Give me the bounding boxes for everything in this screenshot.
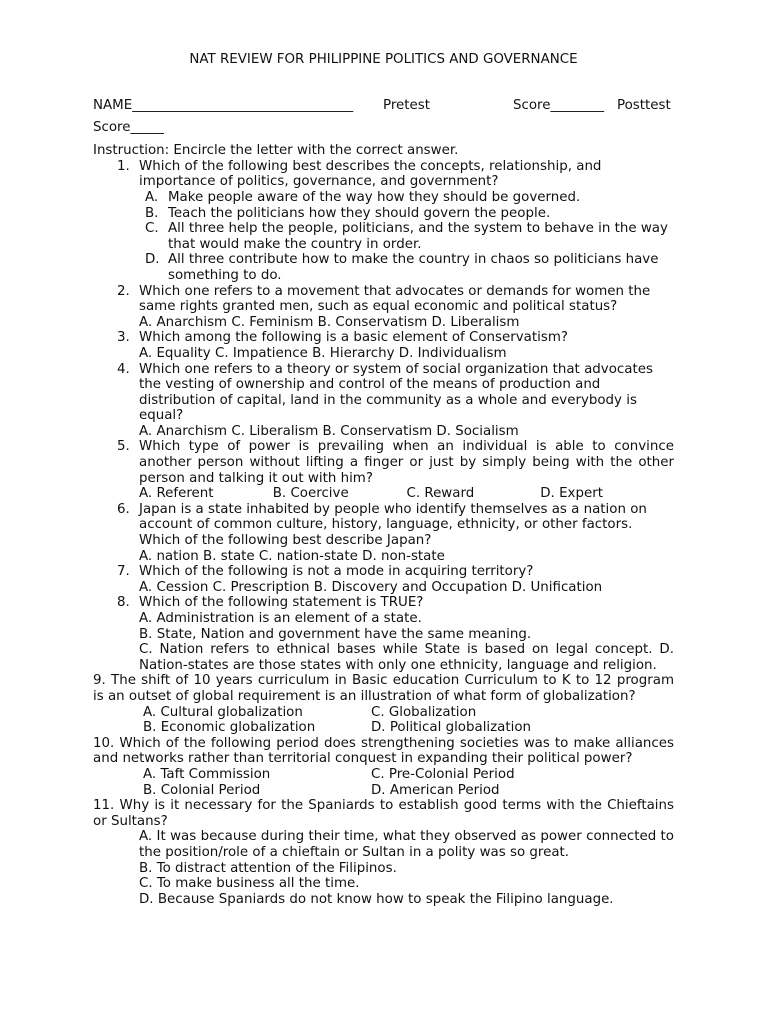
pretest-label: Pretest	[383, 97, 431, 113]
question-10: 10. Which of the following period does strengthening societies was to make alliances and networks rather than territorial conquest in expanding their political power?	[93, 735, 674, 767]
q11-option-d: D. Because Spaniards do not know how to speak the Filipino language.	[139, 891, 614, 907]
score-field: Score________	[513, 97, 605, 113]
q8-option-b: B. State, Nation and government have the same meaning.	[139, 626, 532, 642]
option-text: All three help the people, politicians, and the system to behave in the way that would make the country in order.	[168, 221, 668, 252]
question-text: Which of the following statement is TRUE?	[139, 595, 424, 611]
question-text: Japan is a state inhabited by people who identify themselves as a nation on account of common culture, history, language, ethnicity, or other factors. Which of the following best describe Japan?	[139, 501, 647, 549]
header-row	[93, 98, 674, 120]
question-3	[93, 330, 674, 346]
option-letter: A.	[145, 189, 159, 205]
question-1	[93, 159, 674, 190]
question-8	[93, 595, 674, 611]
q1-option-a	[93, 190, 674, 206]
q8-option-a: A. Administration is an element of a state.	[139, 611, 422, 626]
q10-option-a: A. Taft Commission	[143, 766, 271, 782]
option-text: All three contribute how to make the country in chaos so politicians have something to do.	[168, 252, 659, 283]
option-text: Teach the politicians how they should govern the people.	[168, 205, 551, 221]
q4-options: A. Anarchism C. Liberalism B. Conservatism D. Socialism	[139, 423, 519, 439]
option-text: Make people aware of the way how they should be governed.	[168, 189, 581, 205]
name-field: NAME_________________________________	[93, 97, 354, 113]
q9-option-d: D. Political globalization	[371, 720, 532, 736]
question-9: 9. The shift of 10 years curriculum in Basic education Curriculum to K to 12 program is an outset of global requirement is an illustration of what form of globalization?	[93, 673, 674, 704]
q1-option-c	[93, 221, 674, 252]
q2-options: A. Anarchism C. Feminism B. Conservatism D. Liberalism	[139, 314, 520, 330]
document-page	[93, 52, 674, 907]
q6-options: A. nation B. state C. nation-state D. non-state	[139, 548, 445, 564]
question-text: Which type of power is prevailing when an individual is able to convince another person without lifting a finger or just by simply being with the other person and talking it out with him?	[139, 439, 674, 486]
score-field-2: Score_____	[93, 119, 164, 135]
q9-options-row-1	[93, 705, 674, 721]
question-number: 1.	[117, 158, 130, 174]
q9-option-c: C. Globalization	[371, 704, 477, 720]
question-4	[93, 362, 674, 424]
option-letter: D.	[145, 252, 160, 268]
q3-options: A. Equality C. Impatience B. Hierarchy D. Individualism	[139, 345, 507, 361]
q5-option-c: C. Reward	[406, 486, 475, 502]
q5-option-d: D. Expert	[540, 486, 603, 502]
question-number: 6.	[117, 501, 130, 517]
q10-option-b: B. Colonial Period	[143, 782, 261, 798]
question-2	[93, 284, 674, 315]
option-letter: C.	[145, 221, 159, 237]
document-title: NAT REVIEW FOR PHILIPPINE POLITICS AND GOVERNANCE	[189, 52, 578, 67]
q9-options-row-2	[93, 720, 674, 736]
option-letter: B.	[145, 205, 159, 221]
question-number: 4.	[117, 361, 130, 377]
question-11: 11. Why is it necessary for the Spaniards to establish good terms with the Chieftains or Sultans?	[93, 798, 674, 829]
question-text: Which one refers to a movement that advocates or demands for women the same rights granted men, such as equal economic and political status?	[139, 283, 651, 315]
question-text: Which one refers to a theory or system of social organization that advocates the vesting of ownership and control of the means of production and distribution of capital, land in the community as a whole and everybody is equal?	[139, 361, 653, 424]
q1-option-d	[93, 252, 674, 283]
question-number: 2.	[117, 283, 130, 299]
q5-options	[93, 486, 674, 502]
posttest-label: Posttest	[617, 97, 671, 113]
q10-option-d: D. American Period	[371, 782, 500, 798]
question-number: 3.	[117, 330, 130, 346]
q5-option-a: A. Referent	[139, 486, 214, 502]
q5-option-b: B. Coercive	[272, 486, 349, 502]
q11-option-a: A. It was because during their time, what they observed as power connected to the position/role of a chieftain or Sultan in a polity was so great.	[139, 829, 674, 860]
question-text: Which of the following is not a mode in acquiring territory?	[139, 564, 534, 580]
q10-option-c: C. Pre-Colonial Period	[371, 766, 515, 782]
q9-option-b: B. Economic globalization	[143, 720, 316, 736]
instruction: Instruction: Encircle the letter with the correct answer.	[93, 143, 459, 159]
q11-option-c: C. To make business all the time.	[139, 876, 360, 892]
q7-options: A. Cession C. Prescription B. Discovery and Occupation D. Unification	[139, 579, 603, 595]
question-number: 8.	[117, 595, 130, 611]
question-number: 7.	[117, 564, 130, 580]
q10-options-row-1	[93, 767, 674, 783]
q11-option-b: B. To distract attention of the Filipinos.	[139, 860, 397, 876]
question-text: Which among the following is a basic element of Conservatism?	[139, 330, 568, 346]
question-text: Which of the following best describes the concepts, relationship, and importance of politics, governance, and government?	[139, 158, 602, 190]
question-5	[93, 439, 674, 486]
q9-option-a: A. Cultural globalization	[143, 704, 303, 720]
q10-options-row-2	[93, 783, 674, 799]
q1-option-b	[93, 206, 674, 222]
question-7	[93, 564, 674, 580]
q8-option-cd: C. Nation refers to ethnical bases while State is based on legal concept. D. Nation-states are those states with only one ethnicity, language and religion.	[139, 642, 674, 673]
question-number: 5.	[117, 439, 130, 455]
question-6	[93, 502, 674, 549]
